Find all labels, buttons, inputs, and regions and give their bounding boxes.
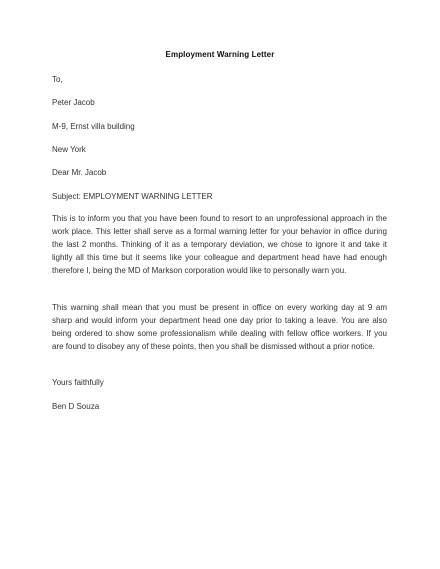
- salutation: Dear Mr. Jacob: [52, 168, 107, 177]
- address-line-1: M-9, Ernst villa building: [52, 122, 135, 131]
- subject-line: Subject: EMPLOYMENT WARNING LETTER: [52, 192, 213, 201]
- body-paragraph-1: This is to inform you that you have been found to resort to an unprofessional approach in the work place. This letter shall serve as a formal warning letter for your behavior in office during the last 2 months. Thinking of it as a temporary deviation, we chose to ignore it and take it lightly all this time but it seems like your colleague and department head have had enough therefore I, being the MD of Markson corporation would like to personally warn you.: [52, 214, 387, 275]
- body-paragraph-2: This warning shall mean that you must be present in office on every working day at 9 am sharp and would inform your department head one day prior to taking a leave. You are also being ordered to show some professionalism while dealing with fellow office workers. If you are found to disobey any of these points, then you shall be dismissed without a prior notice.: [52, 303, 387, 351]
- to-label: To,: [52, 75, 63, 84]
- letter-title: Employment Warning Letter: [165, 50, 275, 59]
- recipient-name: Peter Jacob: [52, 98, 95, 107]
- address-line-2: New York: [52, 145, 86, 154]
- signature-name: Ben D Souza: [52, 402, 100, 411]
- closing: Yours faithfully: [52, 378, 104, 387]
